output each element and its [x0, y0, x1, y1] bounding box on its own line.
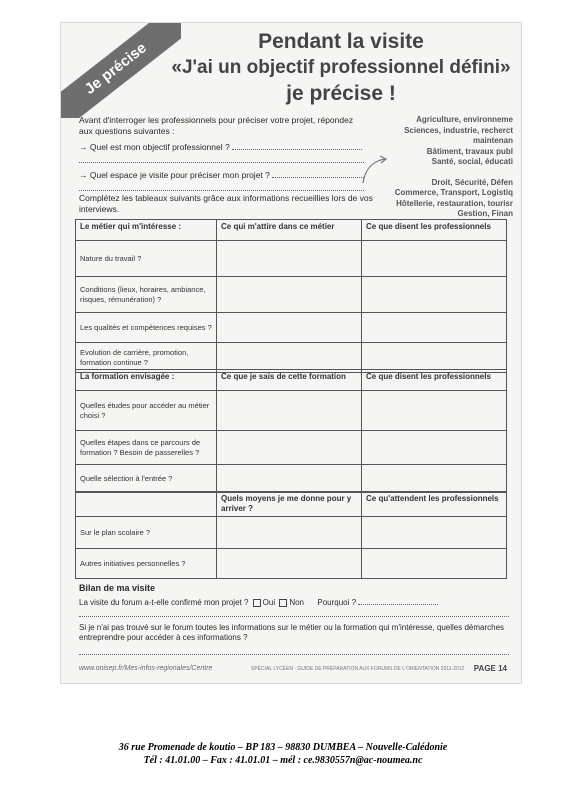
footer-url: www.onisep.fr/Mes-infos-regionales/Centre [79, 665, 213, 672]
title-line-1: Pendant la visite [258, 30, 424, 53]
answer-cell[interactable] [362, 241, 507, 277]
answer-cell[interactable] [362, 277, 507, 313]
footer-caption: SPÉCIAL LYCÉEN · GUIDE DE PRÉPARATION AUX FORUMS DE L'ORIENTATION 2011-2012 [251, 666, 465, 672]
row-label: Quelles études pour accéder au métier choisi ? [76, 391, 217, 431]
table-header: Ce que je sais de cette formation [217, 370, 362, 391]
table-moyens [75, 491, 507, 579]
answer-cell[interactable] [217, 277, 362, 313]
non-checkbox[interactable] [279, 599, 287, 607]
answer-cell[interactable] [362, 549, 507, 579]
answer-line [272, 169, 364, 178]
table-formation [75, 369, 507, 493]
answer-cell[interactable] [362, 431, 507, 465]
address-line-2: Tél : 41.01.00 – Fax : 41.01.01 – mél : ce.9830557n@ac-noumea.nc [143, 755, 423, 766]
answer-cell[interactable] [217, 431, 362, 465]
answer-cell[interactable] [362, 465, 507, 493]
address-block [0, 741, 566, 767]
answer-cell[interactable] [362, 391, 507, 431]
row-label: Quelle sélection à l'entrée ? [76, 465, 217, 493]
row-label: Evolution de carrière, promotion, formation continue ? [76, 343, 217, 373]
answer-cell[interactable] [217, 241, 362, 277]
answer-cell[interactable] [217, 517, 362, 549]
table-header: Ce qu'attendent les professionnels [362, 492, 507, 517]
row-label: Conditions (lieux, horaires, ambiance, risques, rémunération) ? [76, 277, 217, 313]
oui-checkbox[interactable] [253, 599, 261, 607]
answer-cell[interactable] [362, 343, 507, 373]
sector-item: Agriculture, environneme [416, 115, 513, 124]
answer-cell[interactable] [217, 343, 362, 373]
sector-item: Sciences, industrie, recherct [404, 125, 513, 135]
table-header: Ce que disent les professionnels [362, 370, 507, 391]
table-header: Quels moyens je me donne pour y arriver ? [217, 492, 362, 517]
row-label: Nature du travail ? [76, 241, 217, 277]
row-label: Autres initiatives personnelles ? [76, 549, 217, 579]
sector-item: Santé, social, éducati [431, 157, 513, 166]
answer-line [79, 615, 509, 617]
sector-item: Droit, Sécurité, Défen [431, 177, 513, 187]
intro-text: Avant d'interroger les professionnels pour préciser votre projet, répondez aux questions suivantes : [79, 115, 354, 136]
sector-item: Gestion, Finan [457, 209, 513, 218]
row-label: Les qualités et compétences requises ? [76, 313, 217, 343]
question-objectif [79, 141, 364, 152]
answer-cell[interactable] [217, 549, 362, 579]
scanned-page [60, 22, 522, 684]
question-espace-label: → Quel espace je visite pour préciser mon projet ? [79, 170, 270, 180]
answer-cell[interactable] [362, 313, 507, 343]
non-label: Non [289, 598, 305, 607]
bilan-title: Bilan de ma visite [79, 583, 156, 593]
question-espace [79, 169, 364, 180]
instructions-text: Complétez les tableaux suivants grâce aux informations recueillies lors de vos interviews. [79, 193, 373, 214]
answer-line [79, 189, 364, 191]
sector-list [379, 115, 513, 220]
table-header: La formation envisagée : [76, 370, 217, 391]
table-header: Le métier qui m'intéresse : [76, 220, 217, 241]
bilan-question-confirm [79, 596, 509, 607]
title-line-3: je précise ! [286, 82, 396, 105]
table-metier [75, 219, 507, 373]
sector-item: Commerce, Transport, Logistiq [394, 188, 513, 197]
row-label: Sur le plan scolaire ? [76, 517, 217, 549]
title-line-2: «J'ai un objectif professionnel défini» [171, 57, 511, 78]
answer-cell[interactable] [362, 517, 507, 549]
bilan-q1-label: La visite du forum a-t-elle confirmé mon projet ? [79, 598, 249, 607]
address-line-1: 36 rue Promenade de koutio – BP 183 – 98830 DUMBEA – Nouvelle-Calédonie [118, 742, 448, 753]
sector-item: Hôtellerie, restauration, tourisr [396, 198, 513, 208]
page-number: PAGE 14 [473, 664, 507, 673]
answer-line [79, 653, 509, 655]
corner-banner [61, 23, 181, 118]
sector-item [379, 168, 513, 178]
page-title [166, 29, 516, 107]
row-label: Quelles étapes dans ce parcours de formation ? Besoin de passerelles ? [76, 431, 217, 465]
sector-item: maintenan [472, 136, 513, 145]
table-header: Ce que disent les professionnels [362, 220, 507, 241]
oui-label: Oui [262, 598, 276, 607]
answer-cell[interactable] [217, 313, 362, 343]
banner-label: Je précise [61, 23, 181, 118]
table-header [76, 492, 217, 517]
answer-line [79, 161, 364, 163]
sector-item: Bâtiment, travaux publ [426, 146, 513, 156]
table-header: Ce qui m'attire dans ce métier [217, 220, 362, 241]
answer-cell[interactable] [217, 391, 362, 431]
bilan-question-demarches: Si je n'ai pas trouvé sur le forum toutes les informations sur le métier ou la formation qui m'intéresse, quelles démarches entreprendre pour accéder à ces informations ? [79, 623, 505, 642]
answer-line [358, 596, 438, 605]
answer-line [232, 141, 362, 150]
question-objectif-label: → Quel est mon objectif professionnel ? [79, 142, 230, 152]
answer-cell[interactable] [217, 465, 362, 493]
pourquoi-label: Pourquoi ? [317, 598, 357, 607]
